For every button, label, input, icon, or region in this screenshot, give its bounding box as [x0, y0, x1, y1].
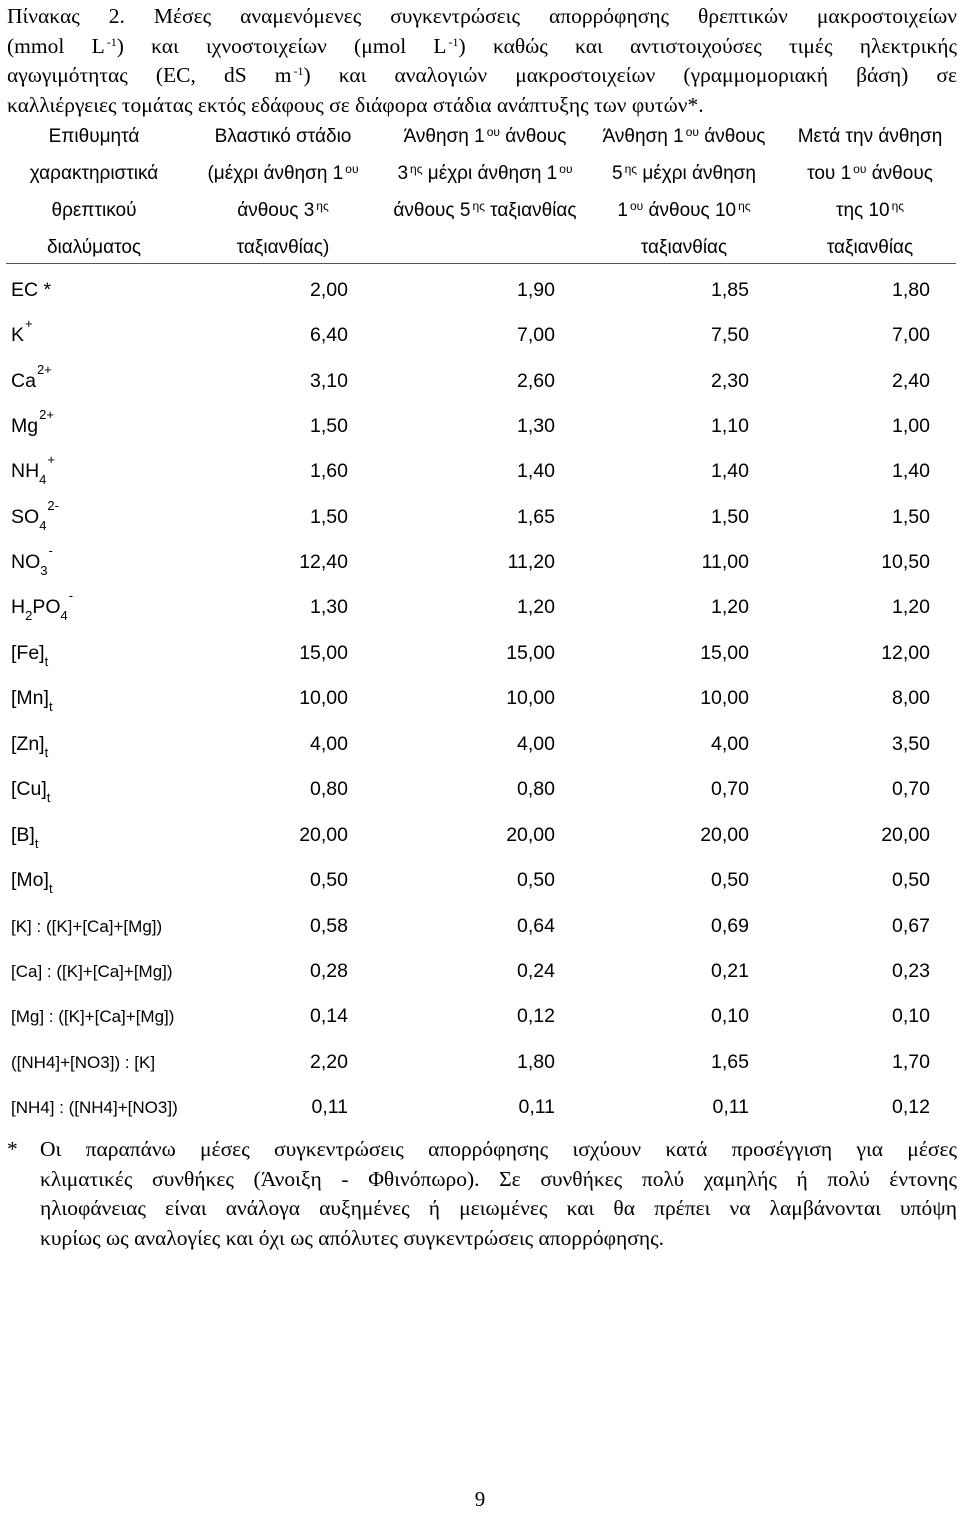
row-value: 1,00: [892, 415, 930, 437]
table-row: [0, 543, 960, 579]
row-value: 0,21: [711, 960, 749, 982]
row-value: 1,80: [517, 1051, 555, 1073]
page-number: 9: [474, 1487, 486, 1511]
row-value: 0,11: [518, 1096, 555, 1118]
row-value: 2,60: [517, 370, 555, 392]
table-row: [0, 731, 960, 761]
row-value: 1,90: [517, 279, 555, 301]
row-value: 10,00: [700, 687, 749, 709]
row-label: $NO_3^-$: [11, 543, 53, 578]
row-label: $[Zn]_t$: [11, 733, 49, 760]
row-value: 15,00: [700, 642, 749, 664]
table-row: [0, 685, 960, 715]
row-value: 1,40: [892, 460, 930, 482]
row-value: 12,40: [299, 551, 348, 573]
row-label: $[Fe]_t$: [11, 642, 49, 669]
caption-line: καλλιέργειες τομάτας εκτός εδάφους σε διάφορα στάδια ανάπτυξης των φυτών*.: [7, 92, 704, 117]
row-value: 4,00: [517, 733, 555, 755]
row-value: 0,10: [711, 1005, 749, 1027]
row-value: 0,80: [517, 778, 555, 800]
row-value: 0,24: [517, 960, 555, 982]
row-value: 8,00: [892, 687, 930, 709]
row-value: 1,50: [310, 506, 348, 528]
row-value: 20,00: [506, 824, 555, 846]
row-value: 0,50: [310, 869, 348, 891]
row-label: $[Mn]_t$: [11, 687, 53, 714]
row-value: 15,00: [299, 642, 348, 664]
table-row: [0, 498, 960, 534]
footnote-marker: *: [7, 1137, 18, 1161]
row-label: $H_2PO_4^-$: [11, 588, 74, 623]
caption-line: αγωγιμότητας (EC, dS m $^{-1}$) και αναλογιών μακροστοιχείων (γραμμομοριακή βάση) σε: [7, 63, 957, 87]
header-vegetative-stage: Βλαστικό στάδιο (μέχρι άνθηση 1 $^{o\upsilon}$ άνθους 3 $^{\eta\varsigma}$ ταξιανθίας): [207, 126, 359, 258]
row-label: [Mg] : ([K]+[Ca]+[Mg]): [11, 1007, 175, 1026]
row-value: 1,60: [310, 460, 348, 482]
row-value: 0,23: [892, 960, 930, 982]
caption-line: Πίνακας 2. Μέσες αναμενόμενες συγκεντρώσεις απορρόφησης θρεπτικών μακροστοιχείων: [7, 4, 957, 28]
row-value: 11,20: [507, 551, 555, 573]
row-value: 1,70: [892, 1051, 930, 1073]
row-label: ([NH4]+[NO3]) : [K]: [11, 1053, 156, 1072]
row-value: 4,00: [711, 733, 749, 755]
row-value: 0,50: [517, 869, 555, 891]
table-row: [0, 588, 960, 624]
row-value: 0,50: [892, 869, 930, 891]
header-desired-characteristics: Επιθυμητά χαρακτηριστικά θρεπτικού διαλύματος: [29, 126, 159, 258]
row-value: 4,00: [310, 733, 348, 755]
table-row: [0, 1003, 960, 1033]
footnote: [7, 1135, 957, 1253]
header-rule: [6, 263, 956, 264]
table-row: [0, 1049, 960, 1079]
row-label: $[Mo]_t$: [11, 869, 53, 896]
row-value: 0,10: [892, 1005, 930, 1027]
caption-line: (mmol L $^{-1}$) και ιχνοστοιχείων (μmol L $^{-1}$) καθώς και αντιστοιχούσες τιμές ηλεκτρικής: [7, 33, 957, 58]
row-value: 0,69: [711, 915, 749, 937]
row-value: 1,80: [892, 279, 930, 301]
table-row: [0, 277, 960, 307]
row-value: 0,50: [711, 869, 749, 891]
row-value: 10,00: [506, 687, 555, 709]
row-label: K+: [11, 316, 33, 346]
row-value: 20,00: [881, 824, 930, 846]
row-value: 1,50: [892, 506, 930, 528]
footnote-line: ηλιοφάνειας είναι ανάλογα αυξημένες ή μειωμένες και θα πρέπει να λαμβάνονται υπόψη: [40, 1196, 957, 1220]
footnote-line: Οι παραπάνω μέσες συγκεντρώσεις απορρόφησης ισχύουν κατά προσέγγιση για μέσες: [40, 1137, 957, 1161]
header-flowering-3rd-to-5th: Άνθηση 1 $^{o\upsilon}$ άνθους 3 $^{\eta\varsigma}$ μέχρι άνθηση 1 $^{o\upsilon}$ άνθους 5 $^{\eta\varsigma}$ ταξιανθίας: [393, 125, 577, 221]
table-row: [0, 362, 960, 398]
row-value: 2,40: [892, 370, 930, 392]
row-value: 6,40: [310, 324, 348, 346]
row-value: 1,50: [711, 506, 749, 528]
row-value: 0,70: [892, 778, 930, 800]
row-value: 2,20: [310, 1051, 348, 1073]
row-label: $SO_4^{2-}$: [11, 498, 59, 533]
row-label: [Ca] : ([K]+[Ca]+[Mg]): [11, 962, 173, 981]
row-value: 1,30: [310, 596, 348, 618]
row-value: 10,50: [881, 551, 930, 573]
row-value: 20,00: [299, 824, 348, 846]
row-value: 0,28: [310, 960, 348, 982]
row-value: 7,00: [892, 324, 930, 346]
row-label: $[Cu]_t$: [11, 778, 51, 805]
row-value: 0,80: [310, 778, 348, 800]
row-value: 1,65: [711, 1051, 749, 1073]
row-value: 0,12: [892, 1096, 930, 1118]
table-row: [0, 822, 960, 852]
row-value: 1,20: [892, 596, 930, 618]
table-row: [0, 316, 960, 352]
table-row: [0, 913, 960, 943]
row-value: 0,67: [892, 915, 930, 937]
row-value: 1,50: [310, 415, 348, 437]
row-value: 0,64: [517, 915, 555, 937]
table-row: [0, 1094, 960, 1124]
row-label: $Mg^{2+}$: [11, 407, 54, 437]
row-value: 7,50: [711, 324, 749, 346]
row-value: 1,85: [711, 279, 749, 301]
row-value: 0,11: [712, 1096, 749, 1118]
row-value: 1,10: [711, 415, 749, 437]
row-label: $Ca^{2+}$: [11, 362, 52, 392]
header-after-10th: Μετά την άνθηση του 1 $^{o\upsilon}$ άνθους της 10 $^{\eta\varsigma}$ ταξιανθίας: [797, 126, 943, 258]
table-row: [0, 867, 960, 897]
row-value: 3,10: [310, 370, 348, 392]
row-value: 1,40: [711, 460, 749, 482]
row-value: 1,40: [517, 460, 555, 482]
table-row: [0, 640, 960, 670]
row-value: 1,65: [517, 506, 555, 528]
row-value: 1,20: [517, 596, 555, 618]
table-caption: [7, 2, 957, 120]
row-value: 20,00: [700, 824, 749, 846]
row-value: 0,12: [517, 1005, 555, 1027]
row-value: 3,50: [892, 733, 930, 755]
header-flowering-5th-to-10th: Άνθηση 1 $^{o\upsilon}$ άνθους 5 $^{\eta\varsigma}$ μέχρι άνθηση 1 $^{o\upsilon}$ άνθους 10 $^{\eta\varsigma}$ ταξιανθίας: [602, 125, 766, 258]
table-row: [0, 452, 960, 488]
footnote-line: κλιματικές συνθήκες (Άνοιξη - Φθινόπωρο). Σε συνθήκες πολύ χαμηλής ή πολύ έντονης: [40, 1166, 957, 1191]
row-value: 1,30: [517, 415, 555, 437]
table-row: [0, 776, 960, 806]
row-value: 15,00: [506, 642, 555, 664]
table-row: [0, 407, 960, 443]
row-value: 0,70: [711, 778, 749, 800]
row-value: 11,00: [701, 551, 749, 573]
row-value: 0,11: [311, 1096, 348, 1118]
row-value: 2,00: [310, 279, 348, 301]
row-value: 0,58: [310, 915, 348, 937]
row-value: 0,14: [310, 1005, 348, 1027]
row-label: $[B]_t$: [11, 824, 39, 851]
row-value: 2,30: [711, 370, 749, 392]
row-label: [NH4] : ([NH4]+[NO3]): [11, 1098, 178, 1117]
table-row: [0, 958, 960, 988]
row-value: 12,00: [881, 642, 930, 664]
row-label: [K] : ([K]+[Ca]+[Mg]): [11, 917, 163, 936]
row-value: 1,20: [711, 596, 749, 618]
row-label: $NH_4^+$: [11, 452, 55, 487]
footnote-line: κυρίως ως αναλογίες και όχι ως απόλυτες συγκεντρώσεις απορρόφησης.: [40, 1225, 664, 1250]
row-value: 10,00: [299, 687, 348, 709]
row-label: EC *: [11, 279, 52, 301]
row-value: 7,00: [517, 324, 555, 346]
